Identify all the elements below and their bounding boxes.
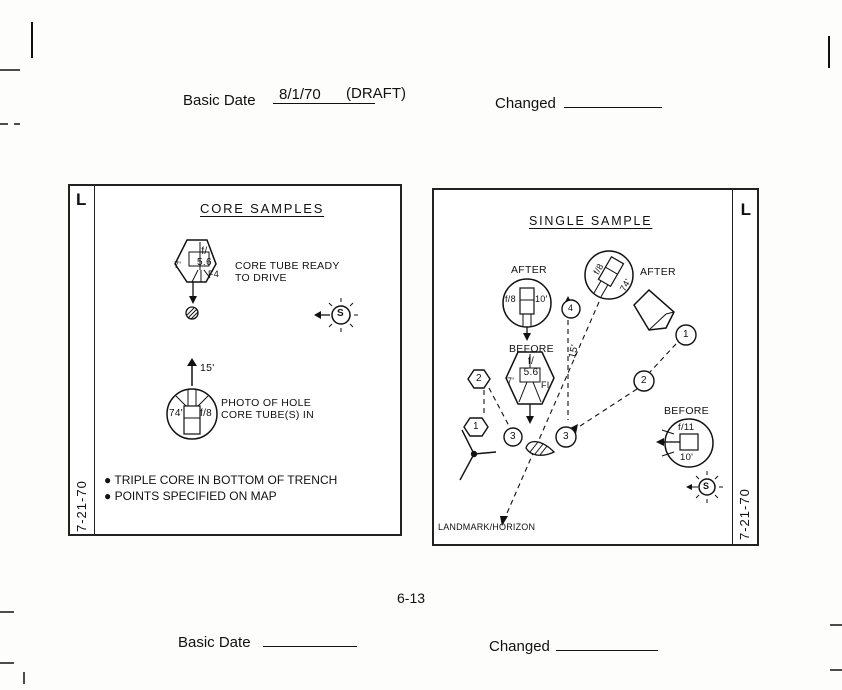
left-sun-label: S [337,308,344,319]
right-card-date: 7-21-70 [737,488,752,540]
left-card-bullets [104,472,337,504]
header-basic-date-value: 8/1/70 [273,86,375,104]
footer-changed-label: Changed [489,638,550,655]
footer-changed-blank [556,650,658,651]
single-sample-card [432,188,759,546]
sample-hatched-icon [526,442,554,456]
header-changed-blank [564,107,662,108]
after-right-dist: 74' [617,277,633,293]
footer-changed [489,638,658,655]
point-3b-label: 3 [510,431,516,442]
sun-icon [314,298,358,332]
camera-bottom-f-stop: f/8 [200,408,213,419]
point-2-label: 2 [641,375,647,386]
camera-top-label: f/ 5.6 [197,246,212,268]
landmark-horizon-label: LANDMARK/HORIZON [438,522,536,532]
core-samples-card [68,184,402,536]
point-3-label: 3 [563,431,569,442]
point-1-label: 1 [683,329,689,340]
point-2b-label: 2 [476,373,482,384]
before-center-left-dist: 7' [507,376,515,386]
before-right-dist: 10' [680,452,694,463]
after-left-camera-icon [503,279,551,341]
left-card-date: 7-21-70 [74,480,89,532]
left-distance-label: 15' [200,362,215,374]
right-card-tab-letter: L [740,200,751,219]
bullet-item: ● POINTS SPECIFIED ON MAP [104,489,277,503]
left-card-title: CORE SAMPLES [200,201,325,216]
header-changed-label: Changed [495,95,556,112]
page-number: 6-13 [397,590,426,606]
after-left-f: f/8 [505,294,516,304]
footer-basic-date [178,634,357,651]
right-card-title: SINGLE SAMPLE [529,214,653,228]
camera-bottom-left-dist: 74' [169,408,183,419]
point-1b-label: 1 [473,421,479,432]
traverse-paths [484,302,676,520]
photo-of-hole-label: PHOTO OF HOLE CORE TUBE(S) IN [221,397,314,421]
after-right-label: AFTER [640,266,676,278]
header-basic-date [183,92,256,109]
footer-basic-date-label: Basic Date [178,634,251,651]
after-right-f: f/8 [591,261,606,277]
bullet-item: ● TRIPLE CORE IN BOTTOM OF TRENCH [104,473,338,487]
header-changed [495,95,662,112]
before-right-f: f/11 [678,422,695,433]
right-sun-label: S [703,481,710,491]
sample-hatched-icon [186,307,198,319]
footer-basic-date-blank [263,646,357,647]
camera-top-right-label: F4 [208,269,220,279]
left-card-tab-letter: L [76,190,87,209]
before-center-right-label: FI [541,380,550,390]
header-draft-note: (DRAFT) [346,85,406,102]
after-left-dist: 10' [535,294,548,304]
before-center-label: BEFORE [509,343,554,355]
before-center-stop: f/ 5.6 [523,356,539,378]
single-sample-diagram [434,190,734,544]
boulder-icon [634,290,674,330]
after-left-label: AFTER [511,264,547,276]
distance-arrow [187,358,197,386]
header-basic-date-label: Basic Date [183,92,256,109]
camera-top-left-dist: 7' [174,260,182,270]
right-distance-label: 15' [566,343,581,360]
tripod-icon [460,430,496,480]
core-tube-ready-label: CORE TUBE READY TO DRIVE [235,260,340,284]
point-4-label: 4 [568,303,574,313]
before-right-label: BEFORE [664,405,709,417]
